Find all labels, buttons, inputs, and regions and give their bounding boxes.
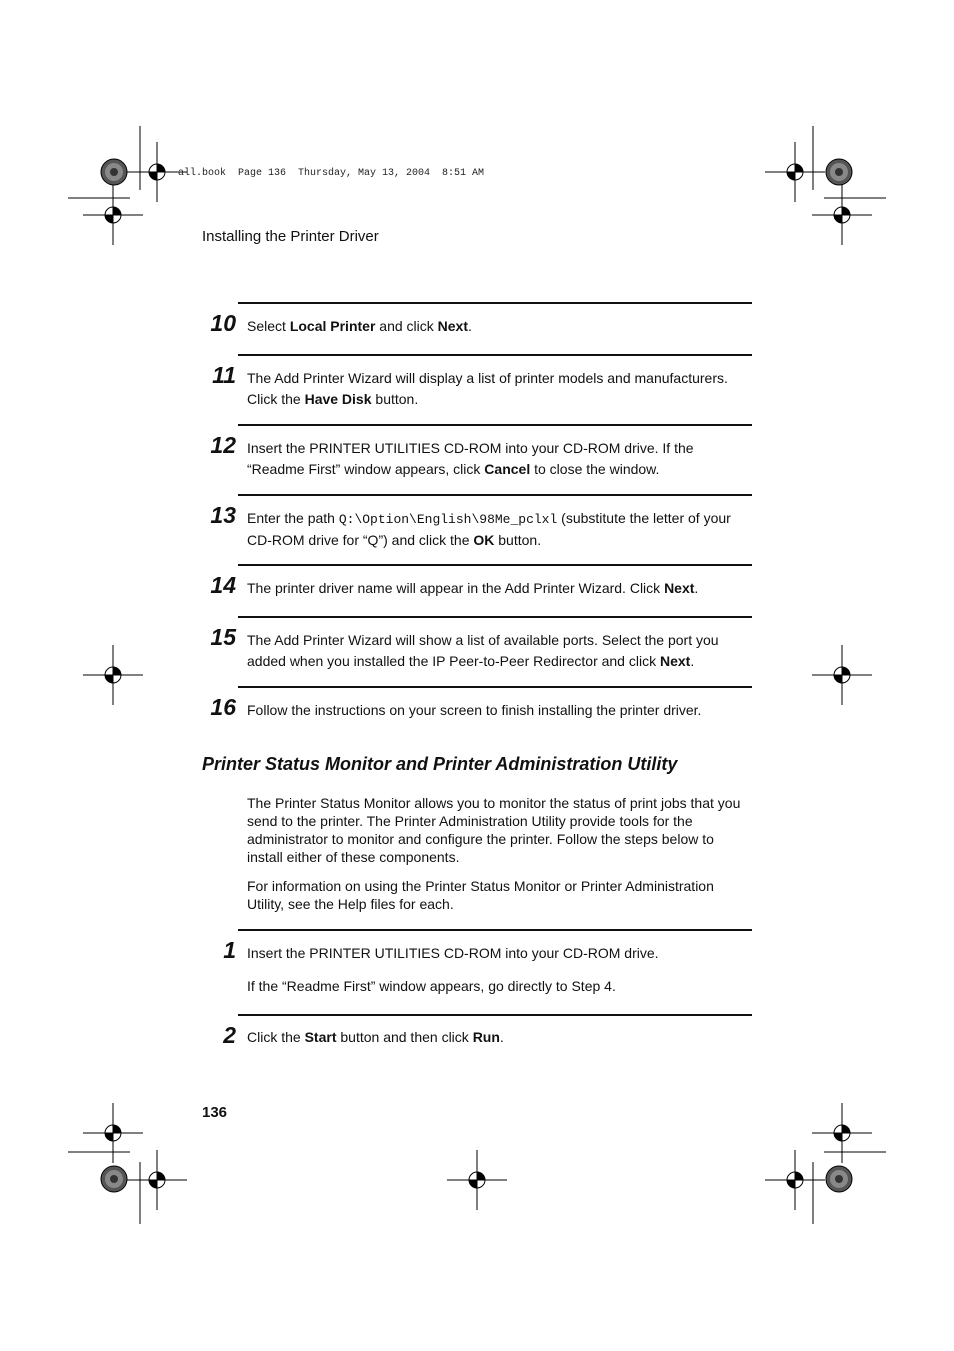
- printer-slug-line: all.book Page 136 Thursday, May 13, 2004 8:51 AM: [178, 168, 485, 179]
- step-text-run: Select: [247, 318, 290, 334]
- step-rule: [238, 494, 752, 496]
- step-text-run: .: [499, 1029, 504, 1045]
- bold-term: Next: [659, 653, 691, 669]
- step-number: 10: [210, 310, 236, 336]
- path-text: Q:\Option\English\98Me_pclxl: [338, 512, 558, 527]
- step-text-run: (substitute the letter of your CD-ROM drive for “Q”) and click the: [247, 510, 731, 548]
- step-text: [247, 1027, 747, 1048]
- running-head: Installing the Printer Driver: [202, 228, 379, 245]
- step-text: [247, 943, 747, 964]
- step-rule: [238, 616, 752, 618]
- step-number: 12: [210, 432, 236, 458]
- step-text: [247, 578, 747, 599]
- bold-term: Cancel: [484, 461, 531, 477]
- bold-term: Run: [472, 1029, 500, 1045]
- step-text-run: The Add Printer Wizard will show a list of available ports. Select the port you added when you installed the IP Peer-to-Peer Redirector and click: [247, 632, 719, 669]
- step-text-run: Enter the path: [247, 510, 339, 526]
- step-text-run: button.: [371, 391, 419, 407]
- step-number: 14: [210, 572, 236, 598]
- step-number: 2: [223, 1022, 236, 1048]
- bold-term: Start: [304, 1029, 337, 1045]
- step-text-run: to close the window.: [530, 461, 660, 477]
- step-rule: [238, 354, 752, 356]
- step-rule: [238, 424, 752, 426]
- bold-term: Next: [664, 580, 695, 596]
- section-heading: Printer Status Monitor and Printer Administration Utility: [202, 754, 678, 774]
- step-rule: [238, 302, 752, 304]
- step-number: 15: [210, 624, 236, 650]
- step-number: 16: [210, 694, 236, 720]
- intro-paragraph-2: For information on using the Printer Status Monitor or Printer Administration Utility, see the Help files for each.: [247, 878, 714, 912]
- step-text-run: The Add Printer Wizard will display a list of printer models and manufacturers. Click the: [247, 370, 728, 407]
- page-number: 136: [202, 1104, 228, 1121]
- step-text-run: and click: [375, 318, 438, 334]
- step-text-run: Follow the instructions on your screen to finish installing the printer driver.: [247, 702, 702, 718]
- step-text: [247, 316, 747, 337]
- step-text: [247, 508, 747, 551]
- step-text: [247, 700, 747, 721]
- step-text-run: button.: [494, 532, 542, 548]
- step-text: [247, 368, 747, 410]
- bold-term: Local Printer: [289, 318, 376, 334]
- step-text: [247, 976, 747, 997]
- intro-paragraph-1: The Printer Status Monitor allows you to monitor the status of print jobs that you send to the printer. The Printer Administration Utility provide tools for the administrator to monitor and configure the printer. Follow the steps below to install either of these components.: [247, 795, 741, 865]
- step-text-run: .: [468, 318, 472, 334]
- step-rule: [238, 686, 752, 688]
- step-text-run: .: [690, 653, 695, 669]
- step-text-run: button and then click: [336, 1029, 473, 1045]
- bold-term: Next: [437, 318, 469, 334]
- step-rule: [238, 929, 752, 931]
- step-rule: [238, 564, 752, 566]
- step-text-run: The printer driver name will appear in the Add Printer Wizard. Click: [247, 580, 665, 596]
- step-text-run: .: [694, 580, 699, 596]
- step-rule: [238, 1014, 752, 1016]
- step-text: [247, 438, 747, 480]
- bold-term: Have Disk: [304, 391, 372, 407]
- step-number: 13: [210, 502, 236, 528]
- step-text-run: Insert the PRINTER UTILITIES CD-ROM into your CD-ROM drive.: [247, 945, 659, 961]
- step-number: 11: [212, 362, 236, 388]
- bold-term: OK: [473, 532, 495, 548]
- step-number: 1: [223, 937, 236, 963]
- step-text-run: If the “Readme First” window appears, go directly to Step 4.: [247, 978, 616, 994]
- step-text-run: Insert the PRINTER UTILITIES CD-ROM into your CD-ROM drive. If the “Readme First” window appears, click: [247, 440, 694, 477]
- step-text-run: Click the: [247, 1029, 305, 1045]
- step-text: [247, 630, 747, 672]
